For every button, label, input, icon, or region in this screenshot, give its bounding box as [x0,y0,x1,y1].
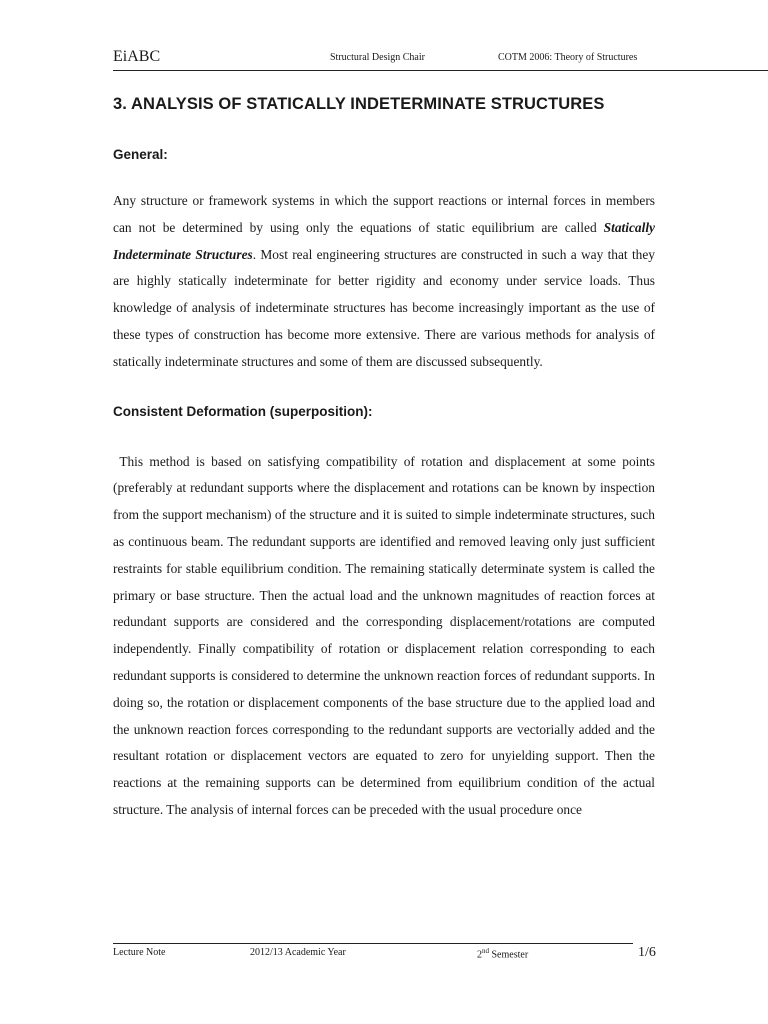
course-name: COTM 2006: Theory of Structures [498,52,638,63]
page-content [113,94,655,824]
general-text-end: . Most real engineering structures are constructed in such a way that they are highly statically indeterminate for better rigidity and economy under service loads. Thus knowledge of analysis of indeterminate structures has become increasingly important as the use of these types of construction has become more extensive. There are various methods for analysis of statically indeterminate structures and some of them are discussed subsequently. [113,246,656,369]
general-emphasis: Statically Indeterminate Structures [113,219,655,262]
footer-semester [477,947,528,960]
section-heading-general: General: [113,147,168,162]
general-text-start: Any structure or framework systems in which the support reactions or internal forces in members can not be determined by using only the equations of static equilibrium are called [113,193,655,235]
semester-label: Semester [491,949,529,961]
chapter-title: 3. ANALYSIS OF STATICALLY INDETERMINATE STRUCTURES [113,95,605,113]
general-paragraph [113,188,655,376]
consistent-deformation-text: This method is based on satisfying compatibility of rotation and displacement at some points (preferably at redundant supports where the displacement and rotations can be known by inspection from the support mechanism) of the structure and it is suited to simple indeterminate structures, such as continuous beam. The redundant supports are identified and removed leaving only just sufficient restraints for stable equilibrium condition. The remaining statically determinate system is called the primary or base structure. Then the actual load and the unknown magnitudes of reaction forces at redundant supports are considered and the corresponding displacement/rotations are computed independently. Finally compatibility of rotation or displacement relation corresponding to each redundant supports is considered to determine the unknown reaction forces of redundant supports. In doing so, the rotation or displacement components of the base structure due to the applied load and the unknown reaction forces corresponding to the redundant supports are vectorially added and the resultant rotation or displacement vectors are equated to zero for unyielding support. Then the reactions at the remaining supports can be determined from equilibrium condition of the actual structure. The analysis of internal forces can be preceded with the usual procedure once [113,453,655,817]
section-heading-consistent-deformation: Consistent Deformation (superposition): [113,403,373,419]
footer-year: 2012/13 Academic Year [250,947,346,958]
semester-number: 2 [477,949,482,961]
page-footer [113,943,656,964]
org-name: EiABC [113,48,161,65]
page-number: 1/6 [638,945,656,960]
chair-name: Structural Design Chair [330,52,425,63]
consistent-deformation-paragraph [113,449,655,824]
footer-note: Lecture Note [113,947,166,958]
semester-suffix: nd [482,947,489,955]
page-header [113,46,768,71]
